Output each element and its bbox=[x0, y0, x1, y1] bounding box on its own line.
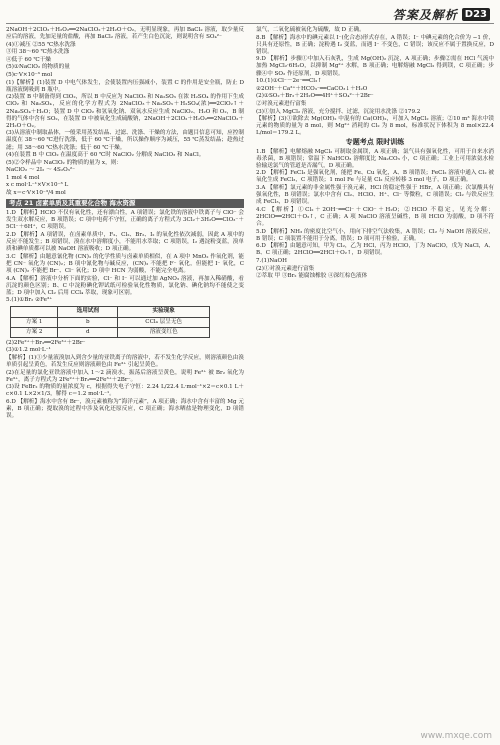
table-row bbox=[11, 327, 210, 337]
paragraph: 3.A 【解析】氯元素的非金属性强于溴元素，HCl 的稳定性强于 HBr，A 项正确；次氯酸具有强氧化性，B 项错误；氯水中含有 Cl₂、HClO、H⁺、Cl⁻ 等微粒，C 项错误；Cl₂ 与铁反应生成 FeCl₃，D 项错误。 bbox=[256, 184, 494, 206]
paragraph: (3)①加入 MgCl₂ 溶液，充分搅拌、过滤，沉淀用水洗涤 ②179.2 bbox=[256, 108, 421, 115]
right-column bbox=[256, 27, 494, 281]
paragraph: (5)c·V×10⁻³ mol bbox=[6, 72, 53, 79]
paragraph: (5)①NaClO₂ 的物质的量 bbox=[6, 64, 70, 71]
paragraph: 5.(1)①Br₂ ②Fe³⁺ bbox=[6, 297, 53, 304]
paragraph: NaClO₂ ～ 2I₂ ～ 4S₂O₃²⁻ bbox=[6, 167, 76, 174]
paragraph: (4)在装置 B 中 ClO₂ 在温度高于 60 ℃时 NaClO₂ 分解成 NaClO₃ 和 NaCl。 bbox=[6, 152, 205, 159]
header-title: 答案及解析 bbox=[392, 7, 458, 22]
paragraph: 8.B 【解析】海水中的碘元素以 I⁻(化合态)形式存在，A 错误；I⁻ 中碘元素的化合价为 −1 价，只具有还原性，B 正确；淀粉遇 I₂ 变蓝，而遇 I⁻ 不变色，C 错误；该反应不属于置换反应，D 错误。 bbox=[256, 34, 494, 55]
paragraph: (5)②令样品中 NaClO₂ 的物质的量为 x，则： bbox=[6, 159, 122, 166]
table-cell: 方案 1 bbox=[11, 317, 58, 327]
topic-banner: 考点 21 卤素单质及其重要化合物 海水资源 bbox=[6, 199, 244, 208]
page-header bbox=[393, 6, 490, 22]
table-header-cell bbox=[11, 307, 58, 317]
right-block-2 bbox=[256, 149, 494, 281]
left-block-1 bbox=[6, 27, 244, 197]
paragraph: 9.D 【解析】步骤①中加入石灰乳，生成 Mg(OH)₂ 沉淀，A 项正确；步骤②需在 HCl 气流中加热 MgCl₂·6H₂O，以抑制 Mg²⁺ 水解，B 项正确；电解熔融 MgCl₂ 得到镁，C 项正确；步骤④中 SO₂ 作还原剂，D 项错误。 bbox=[256, 56, 494, 77]
section-title: 专题考点 限时训练 bbox=[345, 138, 405, 147]
paragraph: 10.(1)①Cl⁻－2e⁻══Cl₂↑ bbox=[256, 78, 323, 85]
paragraph: (3)从溶液中制取晶体，一般采用蒸发结晶、过滤、洗涤、干燥的方法，由题目信息可知，应控制温度在 38～60 ℃进行洗涤，低于 60 ℃干燥，所以操作顺序为减压，55 ℃蒸发结晶；趁热过滤；用 38～60 ℃热水洗涤；低于 60 ℃干燥。 bbox=[6, 130, 244, 151]
paragraph: 【解析】(3)①欲除去 Mg(OH)₂ 中混有的 Ca(OH)₂，可加入 MgCl₂ 溶液；②10 m³ 海水中镁元素的物质的量为 8 mol，则 Mg²⁺ 消耗的 Cl₂ 为 8 mol，标准状况下体积为 8 mol×22.4 L/mol＝179.2 L。 bbox=[256, 116, 494, 137]
paragraph: 3.C 【解析】由题意氰化物 (CN)₂ 的化学性质与卤素单质相似，在 A 项中 MnO₂ 作氧化剂，能把 CN⁻ 氧化为 (CN)₂；B 项中氰化物与碱反应，(CN)₂ 不能把 F⁻ 氧化，但能把 I⁻ 氧化，C 项 (CN)₂ 不能把 Br⁻、Cl⁻ 氧化；D 项中 HCN 为弱酸，不能完全电离。 bbox=[6, 253, 244, 274]
paragraph: 2.D 【解析】FeCl₃ 是强氧化剂，能把 Fe、Cu 氧化，A、B 项错误；FeCl₂ 溶液中通入 Cl₂ 被氧化生成 FeCl₃，C 项错误；1 mol Fe 与足量 Cl₂ 反应转移 3 mol 电子，D 项正确。 bbox=[256, 170, 494, 184]
paragraph: (2)装置 B 中制备得到 ClO₂，所以 B 中反应为 NaClO₃ 和 Na₂SO₃ 在浓 H₂SO₄ 的作用下生成 ClO₂ 和 Na₂SO₄，反应的化学方程式为 2NaClO₃＋Na₂SO₃＋H₂SO₄(浓)══2ClO₂↑＋2Na₂SO₄＋H₂O；装置 D 中 ClO₂ 和氢氧化钠、双氧水反应生成 NaClO₂、H₂O 和 O₂，B 制得的气体中含有 SO₂，在装置 D 中被氧化生成硫酸钠，2NaOH＋2ClO₂＋H₂O₂══2NaClO₂＋2H₂O＋O₂。 bbox=[6, 94, 244, 129]
page-code-badge: D23 bbox=[462, 8, 490, 21]
paragraph: ③用 38～60 ℃热水洗涤 bbox=[6, 49, 70, 56]
table-header-cell: 选用试剂 bbox=[58, 307, 118, 317]
paragraph: 【解析】(1)①少量液溴加入到含少量的亚铁离子的溶液中，若不发生化学反应，则溶液颜色由溴单质引起呈黄色，若发生反应则溶液颜色由 Fe³⁺ 引起呈黄色。 bbox=[6, 354, 244, 369]
paragraph: ④低于 60 ℃干燥 bbox=[6, 56, 51, 63]
watermark: www.mxqe.com bbox=[420, 731, 492, 741]
paragraph: 6.D 【解析】海水中含有 Br⁻，溴元素被称为“海洋元素”，A 项正确；海水中含有丰富的 Mg 元素，B 项正确；提取溴的过程中涉及氧化还原反应，C 项正确；海水晒盐是物理变化，D 项错误。 bbox=[6, 399, 244, 420]
paragraph: 6.D 【解析】由题意可知，甲为 Cl₂，乙为 HCl，丙为 HClO，丁为 NaClO，戊为 NaCl，A、B、C 项正确；2HClO══2HCl＋O₂↑，D 项错误。 bbox=[256, 243, 494, 257]
paragraph: 氯气，二氧化硫被氧化为硫酸，故 D 正确。 bbox=[256, 27, 365, 33]
paragraph: 2.D 【解析】A 项错误，在卤素单质中，F₂、Cl₂、Br₂、I₂ 的氧化性依次减弱，因此 A 项中的反应不能发生；B 项错误，溴在水中溶解度小，不能用水萃取；C 项错误，I₂ 遇淀粉变蓝，溴单质和碘单质都可以被 NaOH 溶液吸收；D 项正确。 bbox=[6, 232, 244, 253]
table-cell: 方案 2 bbox=[11, 327, 58, 337]
paragraph: 1 mol 4 mol bbox=[6, 174, 40, 181]
left-block-3 bbox=[6, 340, 244, 421]
paragraph: 故 x＝c·V×10⁻³/4 mol bbox=[6, 190, 66, 197]
paragraph: ②对溴元素进行富集 bbox=[256, 100, 307, 107]
table-cell: d bbox=[58, 327, 118, 337]
table-header-cell: 实验现象 bbox=[118, 307, 210, 317]
paragraph: ②2OH⁻＋Ca²⁺＋HCO₃⁻══CaCO₃↓＋H₂O bbox=[256, 85, 368, 92]
left-block-2 bbox=[6, 210, 244, 304]
paragraph: (2)2Fe²⁺＋Br₂══2Fe³⁺＋2Br⁻ bbox=[6, 339, 86, 346]
table-cell: CCl₄ 层呈无色 bbox=[118, 317, 210, 327]
paragraph: 5.D 【解析】NH₃ 的密度比空气小，用向下排空气法收集，A 错误；Cl₂ 与 NaOH 溶液反应，B 错误；C 项装置不能用于分离，错误；D 项可用于检验，正确。 bbox=[256, 228, 494, 242]
paragraph: 4.C 【解析】①Cl₂＋2OH⁻══Cl⁻＋ClO⁻＋H₂O；②HClO 不稳定，见光分解：2HClO══2HCl＋O₂↑，C 正确；A 项 NaClO 溶液呈碱性，B 项 HClO 为弱酸，D 项不符合。 bbox=[256, 206, 494, 227]
paragraph: (2)在足量的氯化亚铁溶液中加入 1～2 滴溴水，振荡后溶液呈黄色，说明 Fe²⁺ 被 Br₂ 氧化为 Fe³⁺，离子方程式为 2Fe²⁺＋Br₂══2Fe³⁺＋2Br⁻。 bbox=[6, 369, 244, 383]
paragraph: (2)①对溴元素进行富集 bbox=[256, 265, 315, 272]
table-cell: 溶液变红色 bbox=[118, 327, 210, 337]
paragraph: 7.(1)NaOH bbox=[256, 257, 287, 264]
header-rule bbox=[6, 23, 494, 24]
paragraph: 1.D 【解析】HClO 不仅有氧化性，还有漂白性，A 项错误；氯化铁的溶液中铁离子与 ClO⁻ 会发生双水解反应，B 项错误；C 项中电荷不守恒，正确的离子方程式为 3Cl₂＋3H₂O══ClO₃⁻＋5Cl⁻＋6H⁺，C 项错误。 bbox=[6, 210, 244, 231]
experiment-table bbox=[10, 306, 210, 337]
paragraph: (1)【解析】(1)装置 D 中电气体发生，会使装置内压强减小，装置 C 的作用是安全瓶，防止 D 瓶溶液倒吸到 B 瓶中。 bbox=[6, 79, 244, 93]
paragraph: x c mol·L⁻¹×V×10⁻³ L bbox=[6, 182, 69, 189]
paragraph: (2)①SO₂＋Br₂＋2H₂O══4H⁺＋SO₄²⁻＋2Br⁻ bbox=[256, 93, 374, 100]
paragraph: 1.B 【解析】电解熔融 MgCl₂ 可制取金属镁，A 项正确；氯气具有强氧化性，可用于自来水消毒杀菌，B 项错误；常温下 NaHCO₃ 溶解度比 Na₂CO₃ 小，C 项正确；工业上可用浓氨水检验输送氯气的管道是否漏气，D 项正确。 bbox=[256, 148, 494, 169]
paragraph: ②萃取 甲 ③Br₂ 能腐蚀橡胶 ④深红棕色液体 bbox=[256, 273, 368, 280]
left-column bbox=[6, 27, 244, 421]
paragraph: (3)①1.2 mol·L⁻¹ bbox=[6, 347, 51, 354]
table-row bbox=[11, 317, 210, 327]
table-cell: b bbox=[58, 317, 118, 327]
right-block-1 bbox=[256, 27, 494, 137]
paragraph: (3)设 FeBr₂ 的物质的量浓度为 c，根据得失电子守恒：2.24 L/22.4 L·mol⁻¹×2＝c×0.1 L＋c×0.1 L×2×1/3，解得 c＝1.2 mol·L⁻¹。 bbox=[6, 384, 244, 398]
paragraph: 2NaOH＋2ClO₂＋H₂O₂══2NaClO₂＋2H₂O＋O₂，无明显现象，再加 BaCl₂ 溶液，取少量反应后的溶液，先加足量的盐酸，再加 BaCl₂ 溶液，若产生白色沉淀，则说明含有 SO₄²⁻ bbox=[6, 27, 244, 41]
paragraph: (4)①减压 ②55 ℃热水洗涤 bbox=[6, 41, 76, 48]
paragraph: 4.A 【解析】溶液中分析下面的实验，Cl⁻ 和 I⁻ 可以通过加 AgNO₃ 溶液，再加入稀硝酸，看沉淀的颜色区别；B、C 中淀粉碘化钾试纸可检验氧化性物质，氯化钠、碘化钠均不能使之变蓝；D 项中加入 Cl₂ 后用 CCl₄ 萃取，现象可区别。 bbox=[6, 275, 244, 296]
